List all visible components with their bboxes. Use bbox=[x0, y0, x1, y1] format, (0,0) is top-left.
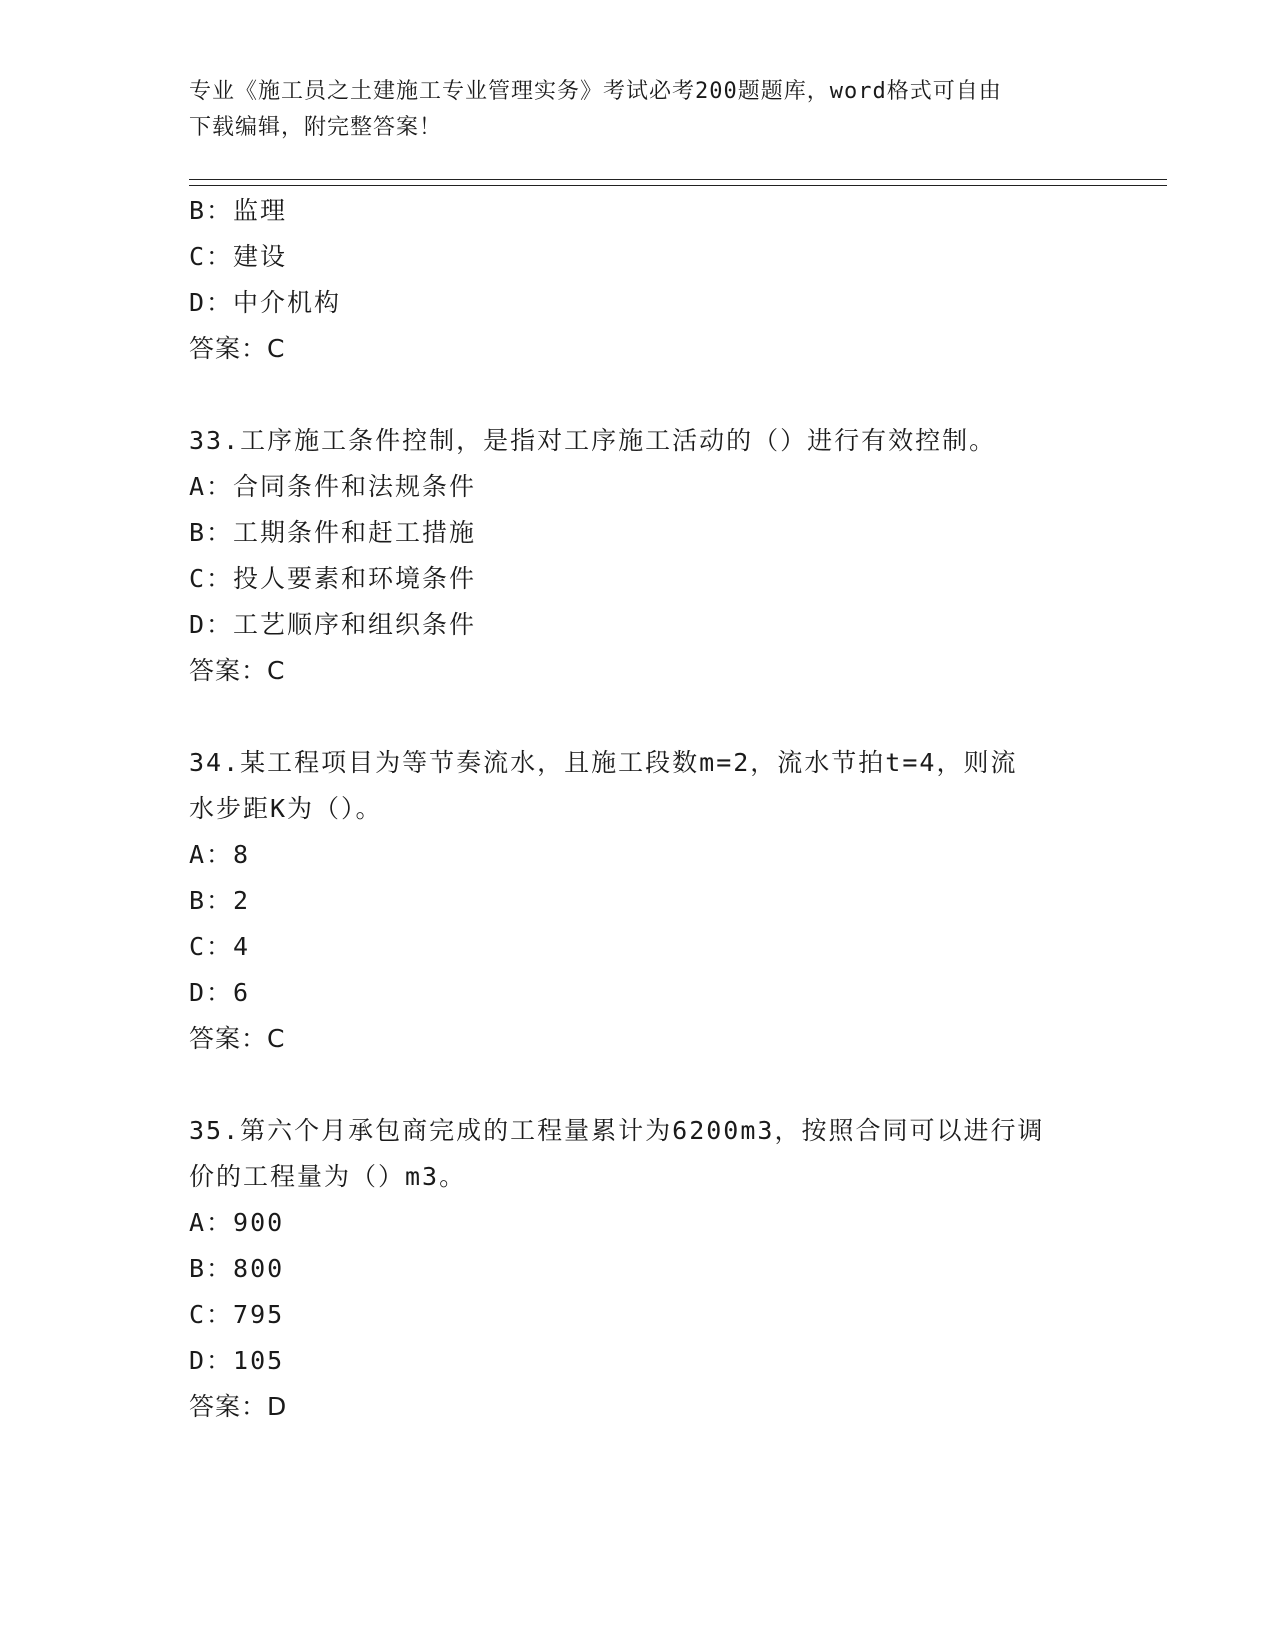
question-text-line-1: 34.某工程项目为等节奏流水，且施工段数m=2，流水节拍t=4，则流 bbox=[189, 748, 1018, 777]
spacer bbox=[189, 372, 1089, 418]
option-b: B：2 bbox=[189, 886, 251, 915]
question-32-continued bbox=[189, 188, 1089, 372]
option-a: A：8 bbox=[189, 840, 251, 869]
option-b: B：800 bbox=[189, 1254, 285, 1283]
document-header bbox=[189, 74, 1089, 146]
answer: 答案：D bbox=[189, 1392, 288, 1421]
spacer bbox=[189, 694, 1089, 740]
option-b: B：监理 bbox=[189, 196, 288, 225]
question-33 bbox=[189, 418, 1089, 694]
option-c: C：建设 bbox=[189, 242, 288, 271]
option-d: D：工艺顺序和组织条件 bbox=[189, 610, 477, 639]
answer: 答案：C bbox=[189, 656, 286, 685]
option-c: C：795 bbox=[189, 1300, 285, 1329]
header-divider bbox=[189, 179, 1167, 186]
question-text: 33.工序施工条件控制，是指对工序施工活动的（）进行有效控制。 bbox=[189, 426, 997, 455]
option-c: C：投人要素和环境条件 bbox=[189, 564, 477, 593]
header-title-line-1: 专业《施工员之土建施工专业管理实务》考试必考200题题库，word格式可自由 bbox=[189, 79, 1002, 104]
header-title-line-2: 下载编辑，附完整答案！ bbox=[189, 115, 443, 140]
answer: 答案：C bbox=[189, 1024, 286, 1053]
option-d: D：6 bbox=[189, 978, 251, 1007]
answer: 答案：C bbox=[189, 334, 286, 363]
option-d: D：105 bbox=[189, 1346, 285, 1375]
spacer bbox=[189, 1062, 1089, 1108]
question-35 bbox=[189, 1108, 1089, 1430]
option-a: A：合同条件和法规条件 bbox=[189, 472, 477, 501]
question-text-line-2: 价的工程量为（）m3。 bbox=[189, 1162, 467, 1191]
question-text-line-1: 35.第六个月承包商完成的工程量累计为6200m3，按照合同可以进行调 bbox=[189, 1116, 1045, 1145]
option-a: A：900 bbox=[189, 1208, 285, 1237]
question-list bbox=[189, 188, 1089, 1430]
option-d: D：中介机构 bbox=[189, 288, 342, 317]
question-34 bbox=[189, 740, 1089, 1062]
question-text-line-2: 水步距K为（）。 bbox=[189, 794, 383, 823]
option-b: B：工期条件和赶工措施 bbox=[189, 518, 477, 547]
option-c: C：4 bbox=[189, 932, 251, 961]
